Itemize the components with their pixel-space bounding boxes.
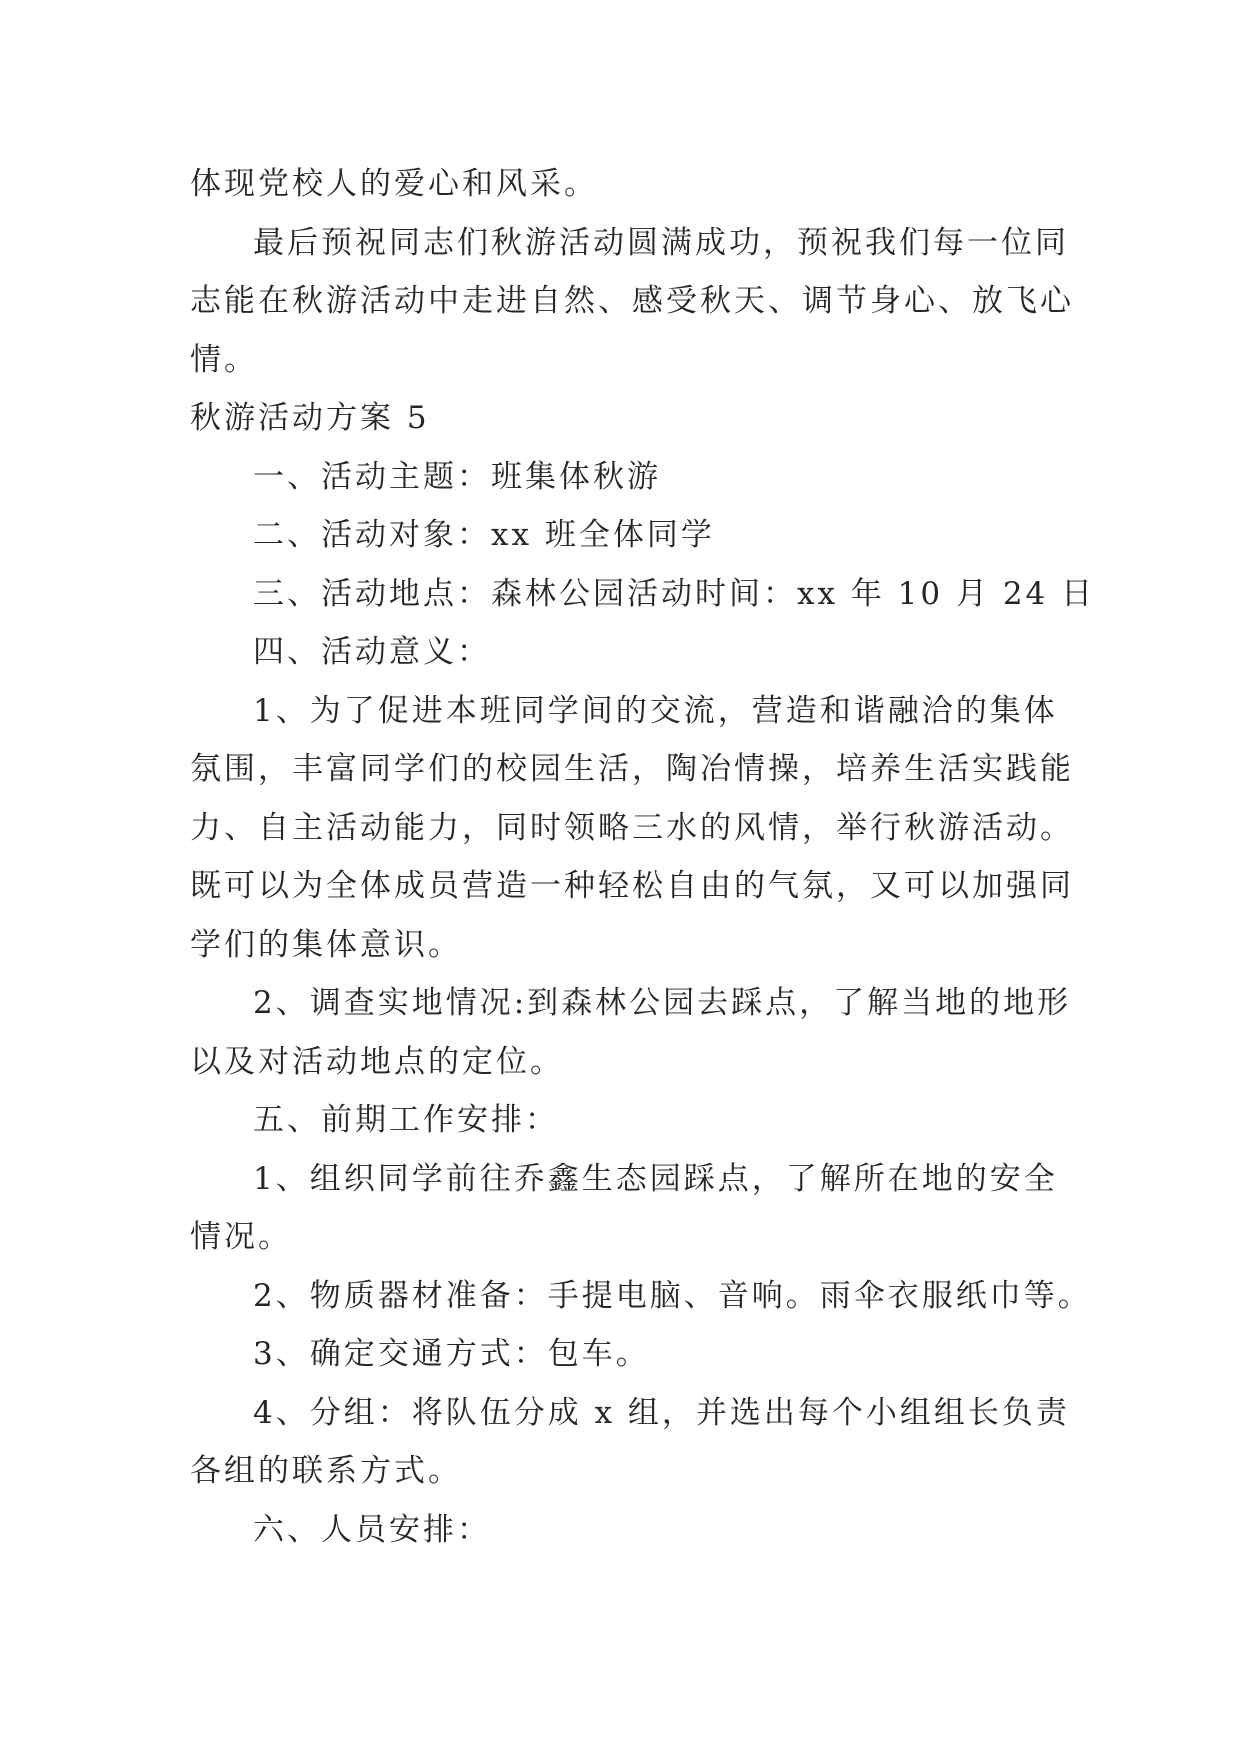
document-body [190, 155, 1096, 1559]
paragraph-line: 力、自主活动能力，同时领略三水的风情，举行秋游活动。 [190, 809, 1074, 846]
paragraph-line: 既可以为全体成员营造一种轻松自由的气氛，又可以加强同 [190, 868, 1074, 904]
paragraph-line: 二、活动对象：xx 班全体同学 [253, 517, 715, 553]
paragraph-line: 各组的联系方式。 [190, 1453, 462, 1489]
paragraph-line: 学们的集体意识。 [190, 926, 462, 963]
paragraph-line: 志能在秋游活动中走进自然、感受秋天、调节身心、放飞心 [190, 283, 1074, 319]
paragraph-line: 最后预祝同志们秋游活动圆满成功，预祝我们每一位同 [253, 224, 1069, 261]
paragraph-line: 五、前期工作安排： [253, 1102, 559, 1138]
section-heading: 秋游活动方案 5 [190, 400, 430, 436]
paragraph-line: 4、分组：将队伍分成 x 组，并选出每个小组组长负责 [253, 1394, 1070, 1431]
paragraph-line: 三、活动地点：森林公园活动时间：xx 年 10 月 24 日 [253, 575, 1096, 612]
paragraph-line: 以及对活动地点的定位。 [190, 1043, 564, 1080]
paragraph-line: 四、活动意义： [253, 634, 491, 670]
paragraph-line: 一、活动主题：班集体秋游 [253, 458, 661, 495]
paragraph-line: 体现党校人的爱心和风采。 [190, 166, 598, 202]
paragraph-line: 2、物质器材准备：手提电脑、音响。雨伞衣服纸巾等。 [253, 1277, 1092, 1314]
paragraph-line: 1、组织同学前往乔鑫生态园踩点，了解所在地的安全 [253, 1160, 1058, 1197]
paragraph-line: 情。 [190, 341, 258, 378]
paragraph-line: 3、确定交通方式：包车。 [253, 1336, 650, 1372]
paragraph-line: 六、人员安排： [253, 1511, 491, 1548]
paragraph-line: 情况。 [190, 1219, 292, 1255]
paragraph-line: 1、为了促进本班同学间的交流，营造和谐融洽的集体 [253, 692, 1058, 729]
paragraph-line: 氛围，丰富同学们的校园生活，陶冶情操，培养生活实践能 [190, 751, 1074, 787]
paragraph-line: 2、调查实地情况:到森林公园去踩点，了解当地的地形 [253, 985, 1072, 1021]
